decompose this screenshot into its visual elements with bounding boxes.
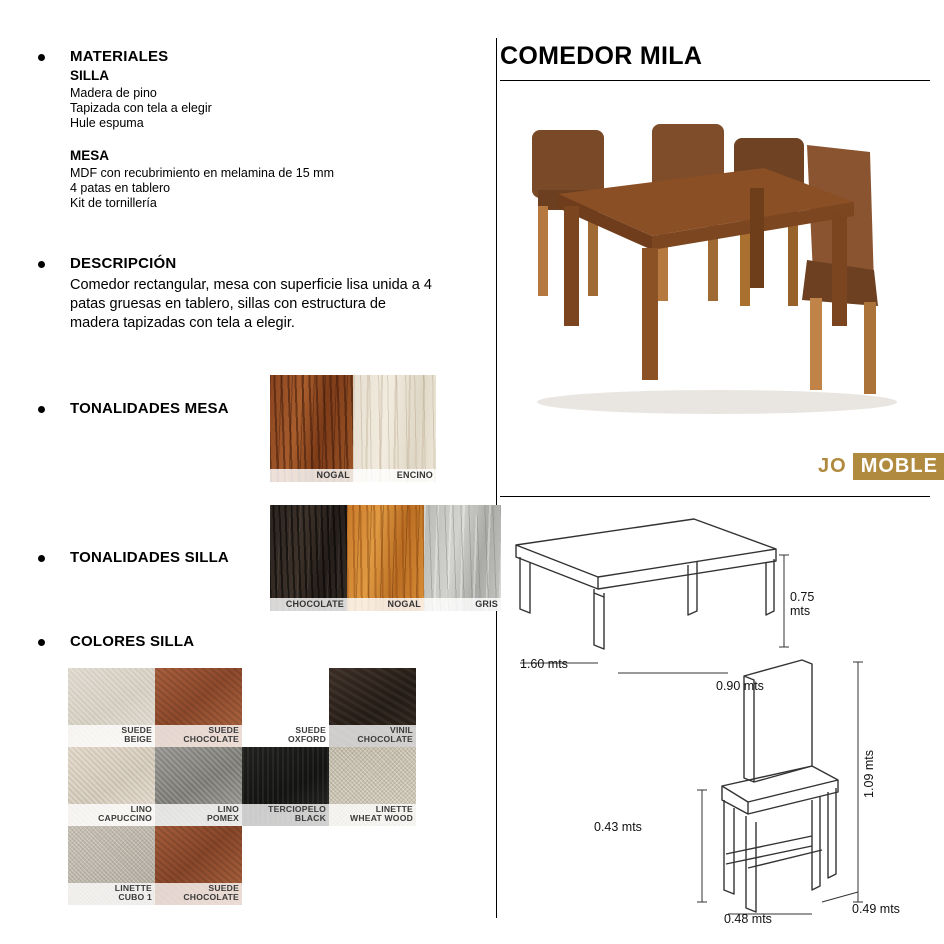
swatch-label: LINETTE CUBO 1 bbox=[68, 883, 155, 905]
swatch-label: TERCIOPELO BLACK bbox=[242, 804, 329, 826]
table-height-label: 0.75 mts bbox=[790, 590, 815, 618]
color-swatch-suede-chocolate bbox=[155, 668, 242, 747]
swatch-label: VINIL CHOCOLATE bbox=[329, 725, 416, 747]
materiales-silla-line-3: Hule espuma bbox=[70, 116, 144, 130]
chair-depth-label: 0.49 mts bbox=[852, 902, 900, 916]
right-column bbox=[492, 0, 944, 944]
swatch-nogal-silla bbox=[347, 505, 424, 611]
swatch-label: SUEDE CHOCOLATE bbox=[155, 725, 242, 747]
swatch-label: SUEDE BEIGE bbox=[68, 725, 155, 747]
colores-row bbox=[68, 747, 416, 826]
tonalidades-silla-heading: TONALIDADES SILLA bbox=[70, 549, 229, 566]
section-tonalidades-silla bbox=[0, 549, 540, 609]
product-photo bbox=[502, 110, 934, 420]
tonalidades-mesa-heading: TONALIDADES MESA bbox=[70, 400, 229, 417]
swatch-label: GRIS bbox=[424, 598, 501, 611]
materiales-mesa-subheading: MESA bbox=[70, 148, 110, 163]
bullet-icon bbox=[38, 406, 45, 413]
colores-silla-heading: COLORES SILLA bbox=[70, 633, 195, 650]
materiales-silla-line-1: Madera de pino bbox=[70, 86, 157, 100]
colores-row bbox=[68, 668, 416, 747]
color-swatch-lino-pomex bbox=[155, 747, 242, 826]
section-colores-silla bbox=[0, 633, 540, 903]
colores-row bbox=[68, 826, 416, 905]
color-swatch-linette-cubo-1 bbox=[68, 826, 155, 905]
table-depth-label: 0.90 mts bbox=[716, 679, 764, 693]
section-materiales bbox=[0, 48, 540, 211]
chair-total-height-label: 1.09 mts bbox=[862, 750, 876, 798]
chair-line-drawing bbox=[662, 640, 942, 930]
swatch-label: NOGAL bbox=[347, 598, 424, 611]
swatch-label: NOGAL bbox=[270, 469, 353, 482]
materiales-mesa-line-1: MDF con recubrimiento en melamina de 15 mm bbox=[70, 166, 334, 180]
section-tonalidades-mesa bbox=[0, 400, 540, 480]
color-swatch-suede-chocolate-2 bbox=[155, 826, 242, 905]
swatch-label: LINO CAPUCCINO bbox=[68, 804, 155, 826]
tonalidades-mesa-swatches bbox=[270, 375, 436, 482]
descripcion-heading: DESCRIPCIÓN bbox=[70, 255, 177, 272]
title-rule bbox=[500, 80, 930, 81]
colores-silla-grid bbox=[68, 668, 416, 905]
bullet-icon bbox=[38, 555, 45, 562]
swatch-label: SUEDE OXFORD bbox=[242, 725, 329, 747]
materiales-silla-subheading: SILLA bbox=[70, 68, 109, 83]
chair-width-label: 0.48 mts bbox=[724, 912, 772, 926]
logo-text-jo: JO bbox=[818, 454, 847, 477]
color-swatch-linette-wheat-wood bbox=[329, 747, 416, 826]
swatch-label: LINO POMEX bbox=[155, 804, 242, 826]
bullet-icon bbox=[38, 639, 45, 646]
swatch-encino-mesa bbox=[353, 375, 436, 482]
table-length-label: 1.60 mts bbox=[520, 657, 568, 671]
color-swatch-lino-capuccino bbox=[68, 747, 155, 826]
color-swatch-terciopelo-black bbox=[242, 747, 329, 826]
logo-text-moble: MOBLE bbox=[853, 453, 944, 480]
color-swatch-suede-oxford bbox=[242, 668, 329, 747]
swatch-label: ENCINO bbox=[353, 469, 436, 482]
materiales-silla-line-2: Tapizada con tela a elegir bbox=[70, 101, 212, 115]
section-descripcion bbox=[0, 255, 540, 333]
descripcion-text: Comedor rectangular, mesa con superficie lisa unida a 4 patas gruesas en tablero, sillas con estructura de madera tapizadas con tela a elegir. bbox=[70, 277, 432, 331]
chair-seat-height-label: 0.43 mts bbox=[594, 820, 642, 834]
bullet-icon bbox=[38, 261, 45, 268]
swatch-label: SUEDE CHOCOLATE bbox=[155, 883, 242, 905]
swatch-label: CHOCOLATE bbox=[270, 598, 347, 611]
chair-dimension-drawing bbox=[594, 640, 942, 930]
page-title: COMEDOR MILA bbox=[500, 42, 703, 70]
swatch-gris-silla bbox=[424, 505, 501, 611]
color-swatch-suede-beige bbox=[68, 668, 155, 747]
color-swatch-vinil-chocolate bbox=[329, 668, 416, 747]
materiales-heading: MATERIALES bbox=[70, 48, 169, 65]
materiales-mesa-line-3: Kit de tornillería bbox=[70, 196, 157, 210]
section-rule bbox=[500, 496, 930, 497]
swatch-chocolate-silla bbox=[270, 505, 347, 611]
dining-set-illustration bbox=[502, 110, 934, 420]
swatch-label: LINETTE WHEAT WOOD bbox=[329, 804, 416, 826]
bullet-icon bbox=[38, 54, 45, 61]
brand-logo bbox=[818, 452, 944, 480]
swatch-nogal-mesa bbox=[270, 375, 353, 482]
materiales-mesa-line-2: 4 patas en tablero bbox=[70, 181, 171, 195]
tonalidades-silla-swatches bbox=[270, 505, 501, 611]
